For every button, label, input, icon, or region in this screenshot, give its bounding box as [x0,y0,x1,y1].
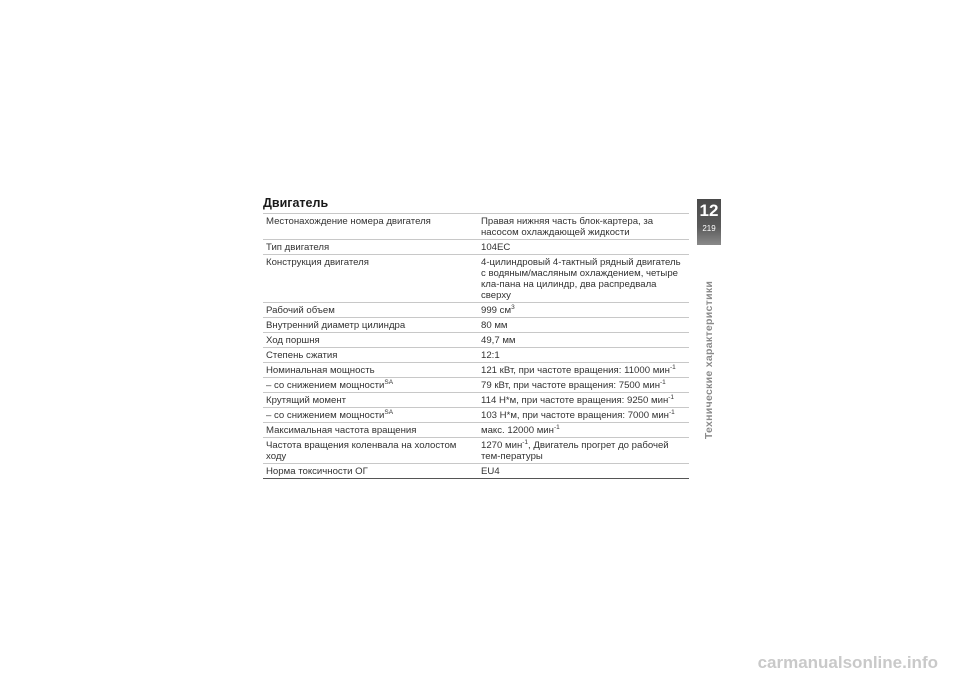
table-row [263,408,689,423]
superscript: -1 [553,424,560,431]
page-number: 219 [702,224,716,233]
table-row [263,333,689,348]
table-row [263,423,689,438]
param-cell: Номинальная мощность [263,363,478,378]
value-cell: 12:1 [478,348,689,363]
param-cell: Ход поршня [263,333,478,348]
param-cell: Местонахождение номера двигателя [263,214,478,240]
value-cell: 49,7 мм [478,333,689,348]
param-cell: Внутренний диаметр цилиндра [263,318,478,333]
superscript: -1 [668,394,675,401]
param-cell: Тип двигателя [263,240,478,255]
table-row [263,363,689,378]
chapter-number: 12 [699,201,719,220]
chapter-tab [697,199,721,245]
param-cell: – со снижением мощности$^{SA}$ [263,408,478,423]
param-cell: Крутящий момент [263,393,478,408]
superscript: -1 [668,409,675,416]
table-row [263,348,689,363]
table-row [263,438,689,464]
param-cell: Норма токсичности ОГ [263,464,478,479]
section-title: Двигатель [263,196,329,210]
value-cell: 121 кВт, при частоте вращения: 11000 мин$^{-1}$ [478,363,689,378]
table-row [263,255,689,303]
value-cell: макс. 12000 мин$^{-1}$ [478,423,689,438]
param-cell: – со снижением мощности$^{SA}$ [263,378,478,393]
value-cell: 104EC [478,240,689,255]
value-cell: 999 $см^3$ [478,303,689,318]
value-cell: 79 кВт, при частоте вращения: 7500 мин$^{-1}$ [478,378,689,393]
value-cell: EU4 [478,464,689,479]
engine-spec-table [263,213,689,479]
param-cell: Максимальная частота вращения [263,423,478,438]
value-cell: 103 Н*м, при частоте вращения: 7000 мин$^{-1}$ [478,408,689,423]
table-row [263,240,689,255]
param-cell: Степень сжатия [263,348,478,363]
value-cell: 80 мм [478,318,689,333]
value-cell: Правая нижняя часть блок-картера, за насосом охлаждающей жидкости [478,214,689,240]
param-cell: Частота вращения коленвала на холостом ходу [263,438,478,464]
superscript: SA [384,409,394,416]
table-row [263,303,689,318]
table-row [263,318,689,333]
param-cell: Рабочий объем [263,303,478,318]
superscript: -1 [669,364,676,371]
table-row [263,464,689,479]
table-row [263,378,689,393]
value-cell: 4-цилиндровый 4-тактный рядный двигатель с водяным/масляным охлаждением, четыре кла-пана на цилиндр, два распредвала сверху [478,255,689,303]
table-row [263,214,689,240]
superscript: SA [384,379,394,386]
value-cell: 1270 мин$^{-1}$, Двигатель прогрет до рабочей тем-пературы [478,438,689,464]
superscript: -1 [660,379,666,386]
superscript: -1 [522,439,529,446]
chapter-side-title: Технические характеристики [703,280,715,440]
value-cell: 114 Н*м, при частоте вращения: 9250 мин$^{-1}$ [478,393,689,408]
table-row [263,393,689,408]
watermark: carmanualsonline.info [757,653,938,672]
superscript: 3 [511,304,515,311]
param-cell: Конструкция двигателя [263,255,478,303]
